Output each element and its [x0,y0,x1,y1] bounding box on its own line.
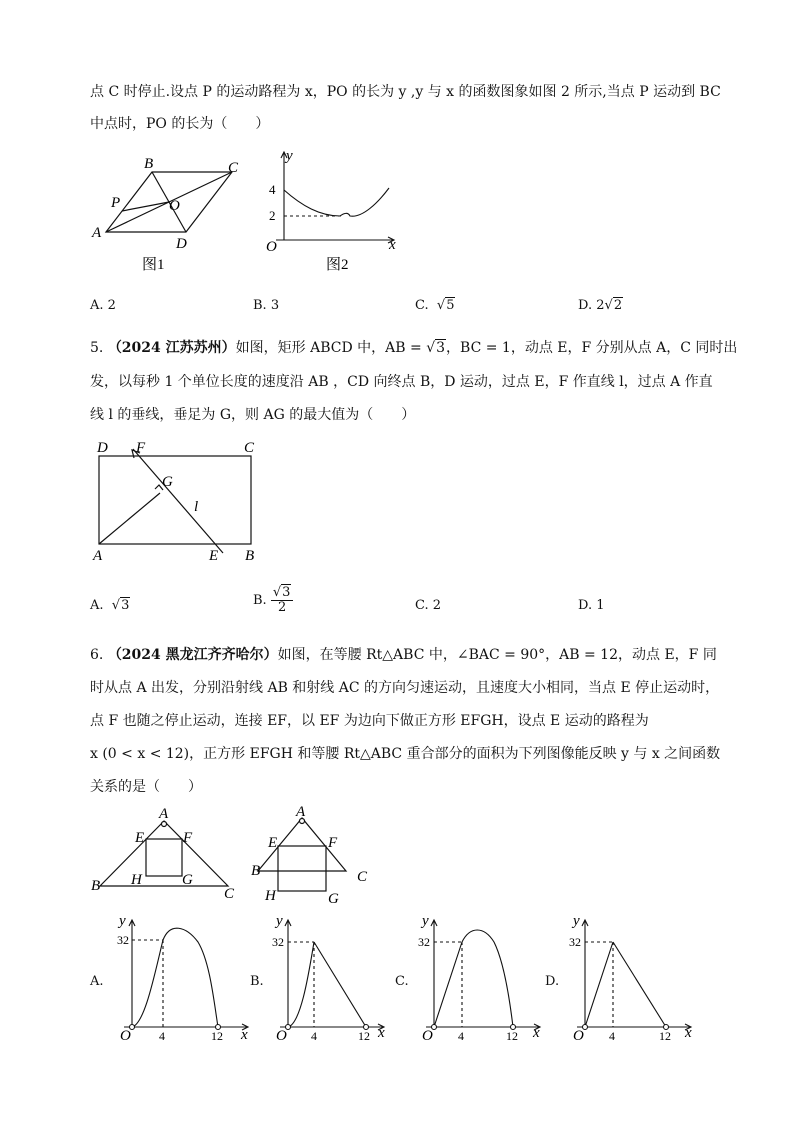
q5-figure-rectangle [90,436,270,566]
q4-option-d [578,296,623,316]
q5-source: （2024 江苏苏州） [107,340,236,356]
graph-a-tick-4: 4 [159,1029,165,1043]
graph-b-origin: O [276,1028,287,1044]
fig1-label-A: A [92,225,102,241]
q5-line1-rest: ，动点 E，F 分别从点 A，C 同时出 [510,340,738,356]
sqrt-sign: √ [426,340,436,356]
q5-option-a-radicand: 3 [121,598,130,613]
q6-tri1-label-E: E [135,830,145,846]
q5-option-a-letter: A. [90,598,104,613]
q4-option-d-radicand: 2 [613,298,623,313]
q6-tri1-label-A: A [159,806,169,822]
q6-triangle-figure1 [90,806,240,902]
fig2-axis-x: x [389,237,396,253]
q6-tri2-label-B: B [251,863,261,879]
q4-option-c-radicand: 5 [446,298,455,313]
q6-tri1-label-H: H [131,872,142,888]
q6-option-a-graph [110,912,260,1047]
q6-tri1-label-C: C [224,886,235,902]
graph-d-tick-32: 32 [569,935,581,949]
q6-option-b-letter: B. [250,974,264,989]
sqrt-sign: √ [272,585,282,600]
graph-a-origin: O [120,1028,131,1044]
q6-tri1-label-F: F [183,830,193,846]
q5-fig-label-F: F [136,440,146,456]
graph-a-axis-y: y [119,913,126,929]
graph-d-axis-y: y [573,913,580,929]
fig1-label-P: P [111,195,121,211]
q5-option-b-denominator: 2 [277,600,287,615]
q4-text-line2: 中点时，PO 的长为（ ） [90,116,270,132]
q6-text-line1 [90,645,717,665]
q4-text-line1: 点 C 时停止.设点 P 的运动路程为 x，PO 的长为 y ,y 与 x 的函数图象如图 2 所示,当点 P 运动到 BC [90,84,721,100]
q6-tri2-label-H: H [265,888,276,904]
graph-c-tick-32: 32 [418,935,430,949]
fig1-label-O: O [169,198,180,214]
q5-option-c: C. 2 [415,598,442,613]
q5-text-line1 [90,338,737,358]
graph-b-tick-32: 32 [272,935,284,949]
fig1-label-B: B [144,156,154,172]
q6-tri2-label-E: E [268,835,278,851]
q5-text-line2: 发，以每秒 1 个单位长度的速度沿 AB ，CD 向终点 B，D 运动，过点 E，F 作直线 l，过点 A 作直 [90,374,713,390]
fig1-label-C: C [228,160,239,176]
q5-option-b-fraction [271,586,294,615]
graph-c-axis-x: x [533,1025,540,1041]
q5-text-line3: 线 l 的垂线，垂足为 G，则 AG 的最大值为（ ） [90,407,416,423]
q4-option-c-letter: C. [415,298,429,313]
q5-fig-label-C: C [244,440,255,456]
q6-tri2-label-C: C [357,869,368,885]
q6-tri2-label-A: A [296,804,306,820]
graph-c-origin: O [422,1028,433,1044]
q5-fig-label-l: l [194,499,199,515]
q5-bc-eq: ，BC = 1 [446,340,511,356]
q4-figure1-parallelogram [92,150,252,275]
q6-option-a-letter: A. [90,974,104,989]
q5-option-b [253,586,293,615]
graph-c-tick-12: 12 [506,1029,518,1043]
graph-b-tick-4: 4 [311,1029,317,1043]
fig2-caption: 图2 [326,257,349,273]
q5-number: 5. [90,340,104,356]
q5-option-b-radicand: 3 [282,585,291,600]
q6-tri2-label-G: G [328,891,339,907]
q6-option-c-graph [412,912,552,1047]
q5-ab-radicand: 3 [436,340,446,356]
graph-d-origin: O [573,1028,584,1044]
q6-source: （2024 黑龙江齐齐哈尔） [107,647,278,663]
q6-tri2-label-F: F [328,835,338,851]
q6-option-c-letter: C. [395,974,409,989]
q6-text-line5: 关系的是（ ） [90,779,202,795]
q6-number: 6. [90,647,104,663]
graph-a-axis-x: x [241,1027,248,1043]
q6-text-line4: x (0 < x < 12)，正方形 EFGH 和等腰 Rt△ABC 重合部分的面积为下列图像能反映 y 与 x 之间函数 [90,746,721,762]
graph-d-tick-4: 4 [609,1029,615,1043]
q4-option-c [415,296,455,316]
q6-line1-rest: 如图，在等腰 Rt△ABC 中，∠BAC = 90°，AB = 12，动点 E，F 同 [277,647,717,663]
q5-option-d: D. 1 [578,598,605,613]
q6-text-line3: 点 F 也随之停止运动，连接 EF，以 EF 为边向下做正方形 EFGH，设点 E 运动的路程为 [90,713,649,729]
fig2-origin: O [266,239,277,255]
q6-option-d-graph [563,912,703,1047]
graph-d-axis-x: x [685,1025,692,1041]
q6-option-d-letter: D. [545,974,560,989]
q6-triangle-figure2 [248,804,378,907]
sqrt-sign: √ [432,298,446,313]
q6-text-line2: 时从点 A 出发，分别沿射线 AB 和射线 AC 的方向匀速运动，且速度大小相同，当点 E 停止运动时， [90,680,720,696]
q4-option-d-letter: D. [578,298,593,313]
q5-ab-eq: AB = [385,340,427,356]
q5-fig-label-G: G [162,474,173,490]
graph-c-axis-y: y [422,913,429,929]
sqrt-sign: √ [107,598,121,613]
q5-option-a [90,596,130,616]
q4-option-b: B. 3 [253,298,280,313]
graph-c-tick-4: 4 [458,1029,464,1043]
q4-figure2-graph [262,148,412,275]
fig2-tick-2: 2 [269,208,276,223]
graph-b-tick-12: 12 [358,1029,370,1043]
fig1-caption: 图1 [142,257,165,273]
q5-fig-label-A: A [93,548,103,564]
sqrt-sign: √ [604,298,613,313]
q5-option-b-letter: B. [253,593,267,608]
graph-a-tick-12: 12 [211,1029,223,1043]
q6-tri1-label-G: G [182,872,193,888]
q5-fig-label-B: B [245,548,255,564]
q6-tri1-label-B: B [91,878,101,894]
graph-d-tick-12: 12 [659,1029,671,1043]
fig2-axis-y: y [286,148,293,164]
graph-b-axis-x: x [378,1025,385,1041]
q5-intro: 如图，矩形 ABCD 中， [235,340,386,356]
graph-b-axis-y: y [276,913,283,929]
graph-a-tick-32: 32 [117,933,129,947]
q5-fig-label-E: E [209,548,219,564]
q5-fig-label-D: D [97,440,108,456]
fig2-tick-4: 4 [269,182,276,197]
q4-option-d-coef: 2 [596,298,605,313]
q6-option-b-graph [266,912,396,1047]
fig1-label-D: D [176,236,187,252]
q4-option-a: A. 2 [90,298,116,313]
